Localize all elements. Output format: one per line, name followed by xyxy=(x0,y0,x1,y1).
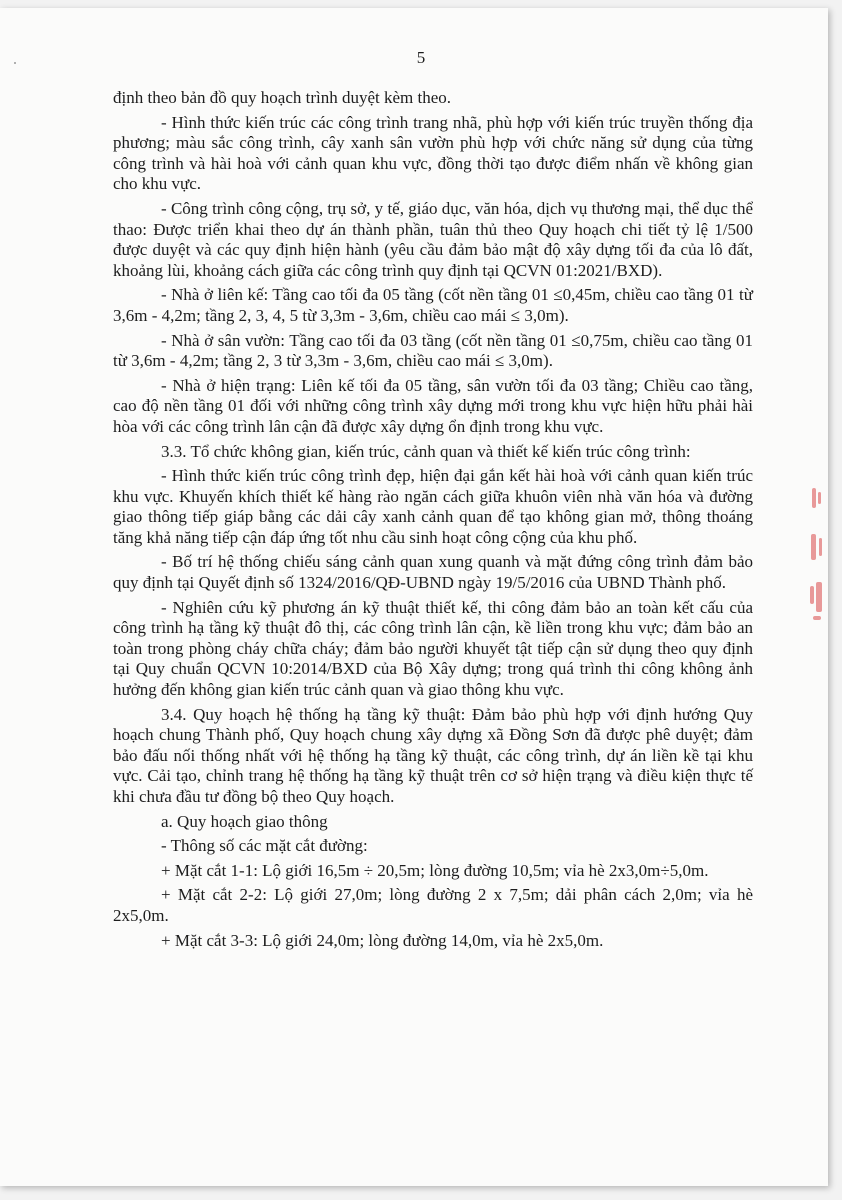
paragraph-existing-houses: - Nhà ở hiện trạng: Liên kế tối đa 05 tầng, sân vườn tối đa 03 tầng; Chiều cao tầng, cao độ nền tầng 01 đối với những công trình xây dựng mới trong khu vực hiện hữu phải hài hòa với các công trình lân cận đã được xây dựng ổn định trong khu vực. xyxy=(113,375,753,436)
road-section-3-3: + Mặt cắt 3-3: Lộ giới 24,0m; lòng đường 14,0m, vỉa hè 2x5,0m. xyxy=(161,930,604,950)
paragraph-continuation: định theo bản đồ quy hoạch trình duyệt kèm theo. xyxy=(113,88,452,107)
paragraph-modern-architecture: - Hình thức kiến trúc công trình đẹp, hiện đại gắn kết hài hoà với cảnh quan kiến trúc khu vực. Khuyến khích thiết kế hàng rào ngăn cách giữa khuôn viên nhà văn hóa và đường giao thông tiếp giáp bằng các dải cây xanh cảnh quan để tạo không gian mở, thông thoáng tăng khả năng tiếp cận đáp ứng tốt nhu cầu sinh hoạt công cộng của khu phố. xyxy=(113,466,753,547)
paragraph-garden-houses: - Nhà ở sân vườn: Tầng cao tối đa 03 tầng (cốt nền tầng 01 ≤0,75m, chiều cao tầng 01 từ 3,6m - 4,2m; tầng 2, 3 từ 3,3m - 3,6m, chiều cao mái ≤ 3,0m). xyxy=(113,330,753,371)
paragraph-row-houses: - Nhà ở liên kế: Tầng cao tối đa 05 tầng (cốt nền tầng 01 ≤0,45m, chiều cao tầng 01 từ 3,6m - 4,2m; tầng 2, 3, 4, 5 từ 3,3m - 3,6m, chiều cao mái ≤ 3,0m). xyxy=(113,285,753,325)
road-section-2-2: + Mặt cắt 2-2: Lộ giới 27,0m; lòng đường 2 x 7,5m; dải phân cách 2,0m; vỉa hè 2x5,0m. xyxy=(113,885,753,925)
paragraph-road-sections-intro: - Thông số các mặt cắt đường: xyxy=(161,836,368,856)
subheading-traffic-planning: a. Quy hoạch giao thông xyxy=(161,811,328,831)
margin-seal-stamp xyxy=(806,488,828,636)
page-number: 5 xyxy=(416,48,426,67)
paragraph-public-works: - Công trình công cộng, trụ sở, y tế, giáo dục, văn hóa, dịch vụ thương mại, thể dục thể thao: Được triển khai theo dự án thành phần, tuân thủ theo Quy hoạch chi tiết tỷ lệ 1/500 được duyệt và các quy định hiện hành (yêu cầu đảm bảo mật độ xây dựng tối đa của lô đất, khoảng lùi, khoảng cách giữa các công trình quy định tại QCVN 01:2021/BXD). xyxy=(113,198,753,280)
paragraph-lighting: - Bố trí hệ thống chiếu sáng cảnh quan xung quanh và mặt đứng công trình đảm bảo quy định tại Quyết định số 1324/2016/QĐ-UBND ngày 19/5/2016 của UBND Thành phố. xyxy=(113,552,753,593)
section-heading-3-3: 3.3. Tổ chức không gian, kiến trúc, cảnh quan và thiết kế kiến trúc công trình: xyxy=(161,441,691,461)
road-section-1-1: + Mặt cắt 1-1: Lộ giới 16,5m ÷ 20,5m; lòng đường 10,5m; vỉa hè 2x3,0m÷5,0m. xyxy=(161,860,709,880)
section-heading-3-4: 3.4. Quy hoạch hệ thống hạ tầng kỹ thuật: Đảm bảo phù hợp với định hướng Quy hoạch chung Thành phố, Quy hoạch chung xây dựng xã Đồng Sơn đã được phê duyệt; đảm bảo đấu nối thống nhất với hệ thống hạ tầng kỹ thuật, các công trình, dự án liền kề tại khu vực. Cải tạo, chỉnh trang hệ thống hạ tầng kỹ thuật trên cơ sở hiện trạng và điều kiện thực tế khi chưa đầu tư đồng bộ theo Quy hoạch. xyxy=(113,704,753,806)
paragraph-architecture-style: - Hình thức kiến trúc các công trình trang nhã, phù hợp với kiến trúc truyền thống địa phương; màu sắc công trình, cây xanh sân vườn phù hợp với chức năng sử dụng của từng công trình và hài hoà với cảnh quan khu vực, đồng thời tạo được điểm nhấn về không gian cho khu vực. xyxy=(113,112,753,194)
paragraph-technical-research: - Nghiên cứu kỹ phương án kỹ thuật thiết kế, thi công đảm bảo an toàn kết cấu của công trình hạ tầng kỹ thuật đô thị, các công trình lân cận, kề liền trong khu vực; đảm bảo an toàn trong phòng cháy chữa cháy; đảm bảo người khuyết tật tiếp cận sử dụng theo quy định tại Quy chuẩn QCVN 10:2014/BXD của Bộ Xây dựng; trong quá trình thi công không ảnh hưởng đến không gian kiến trúc cảnh quan và giao thông khu vực. xyxy=(113,597,753,700)
document-body xyxy=(113,88,753,955)
